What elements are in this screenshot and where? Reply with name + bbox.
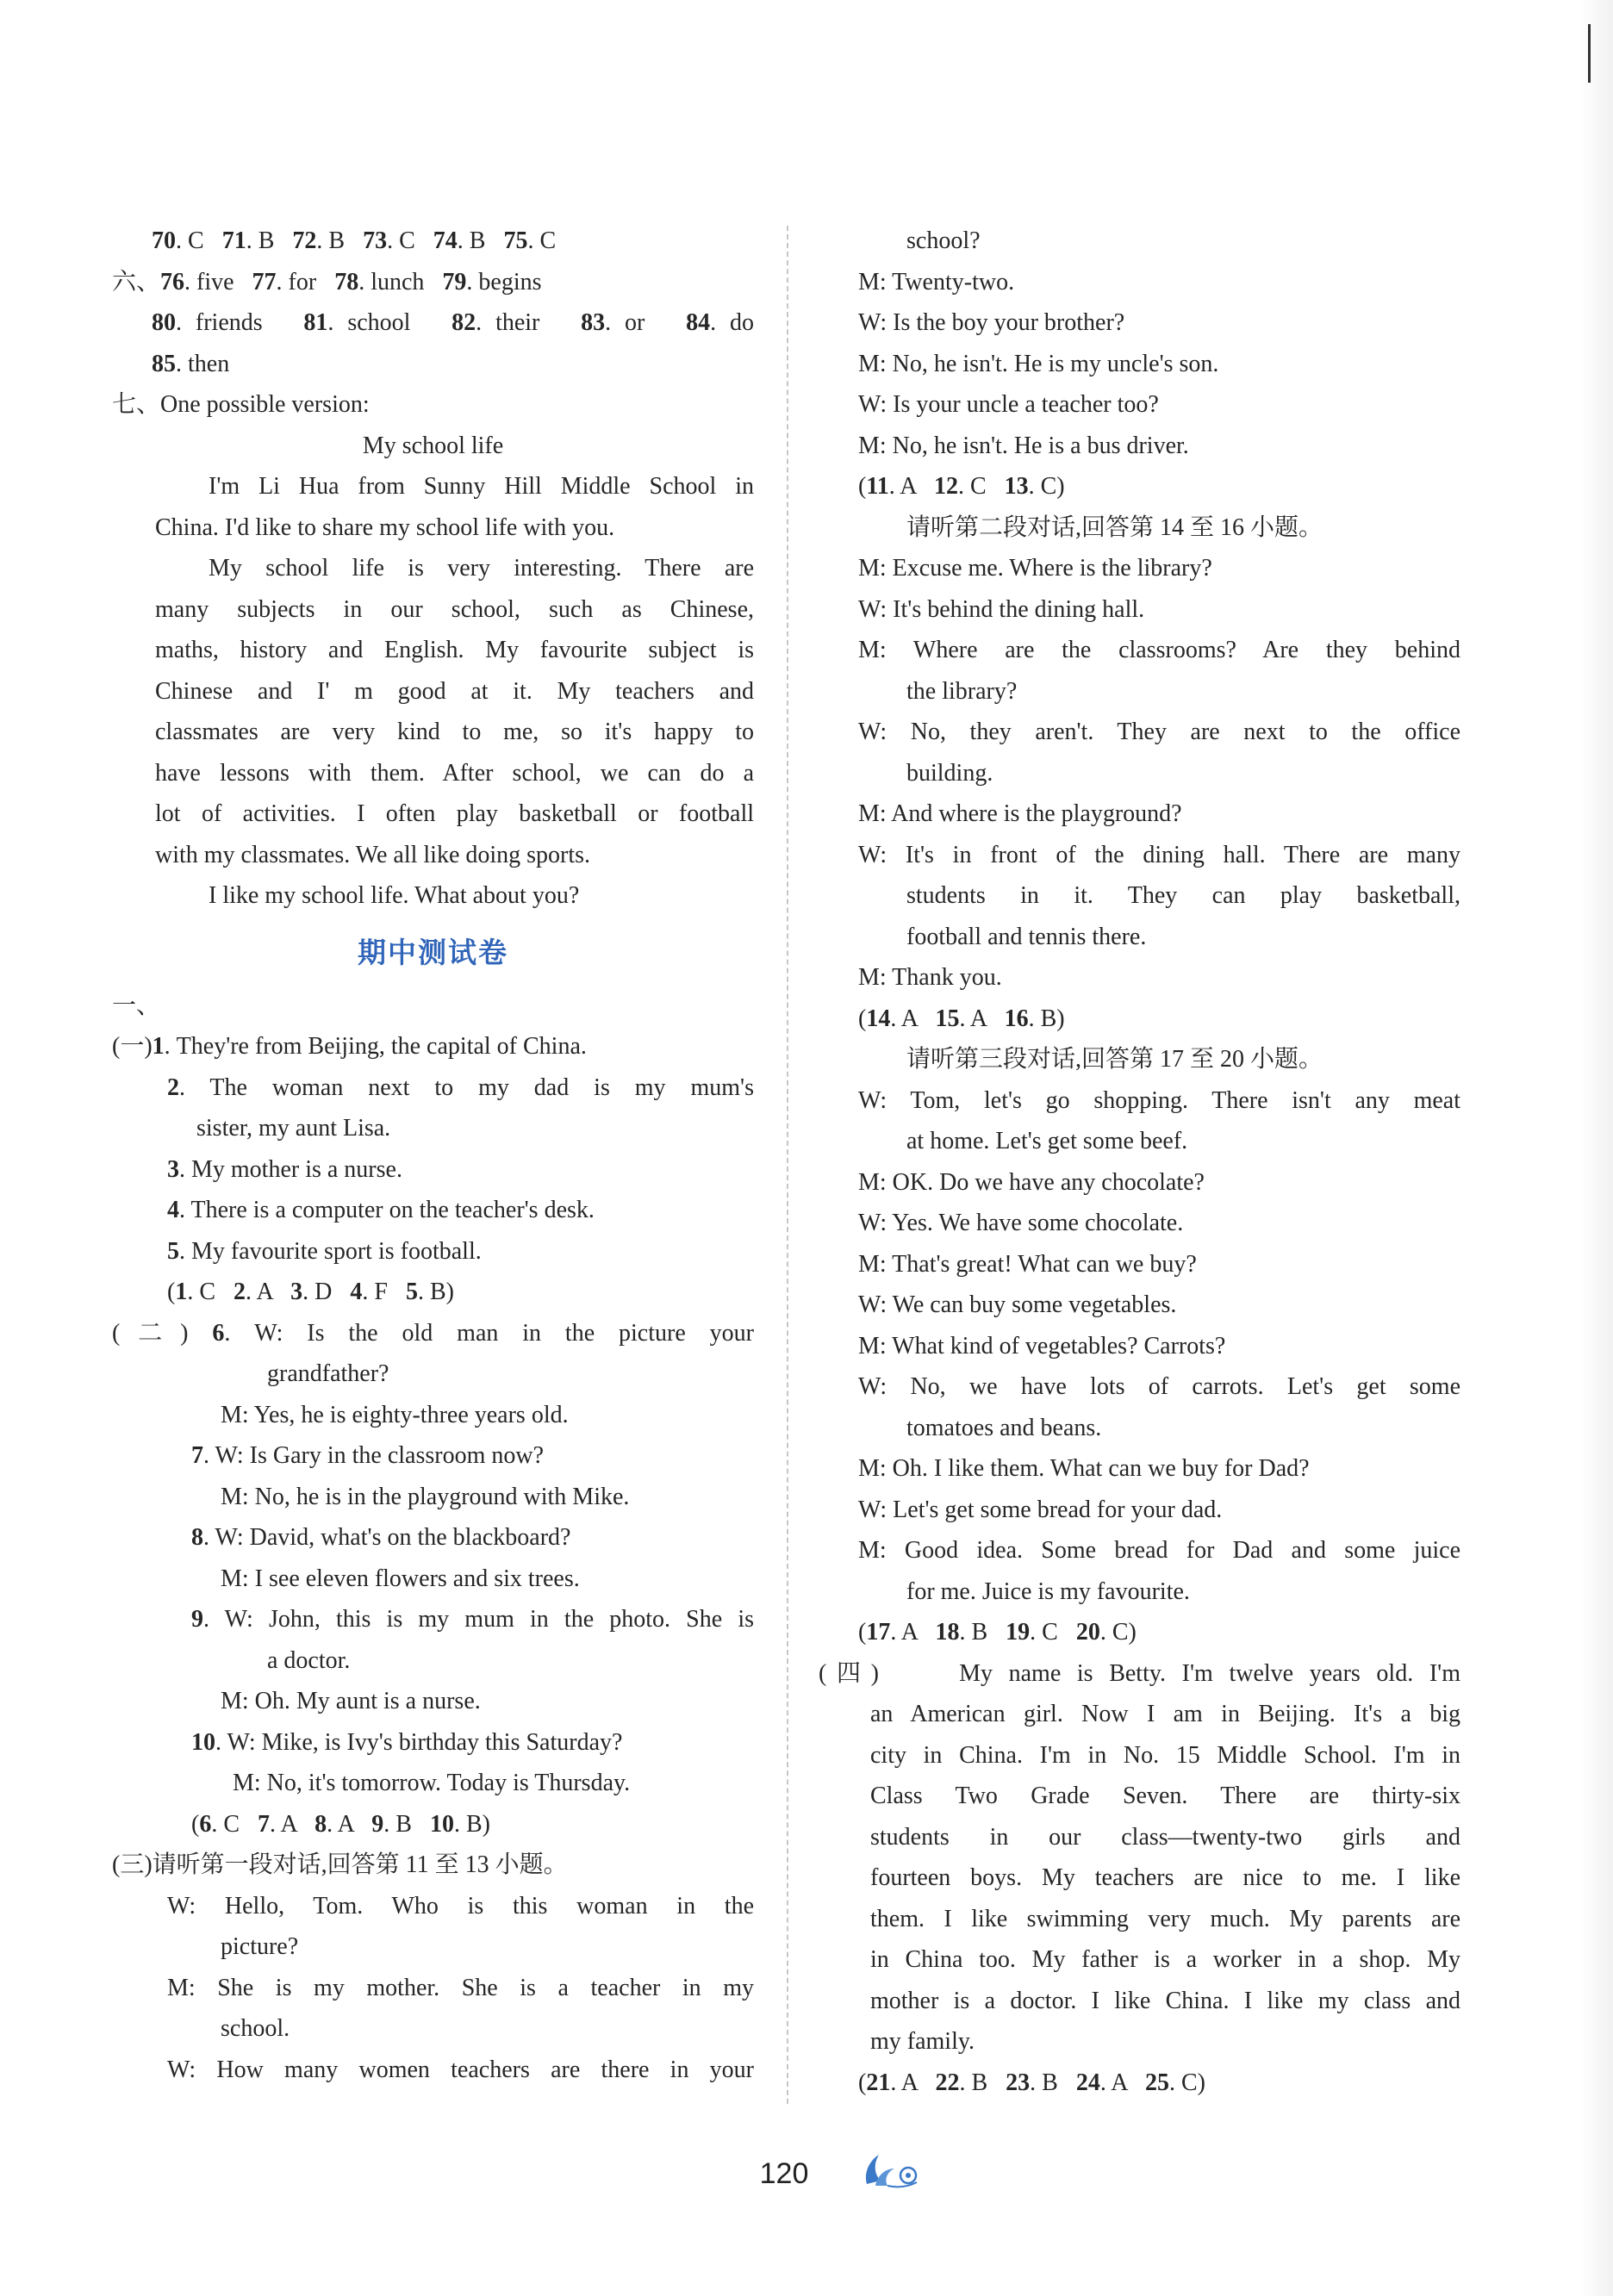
left-line-37: M: No, it's tomorrow. Today is Thursday. <box>233 1770 631 1796</box>
right-line-29: tomatoes and beans. <box>906 1414 1102 1441</box>
right-line-35: (四) My name is Betty. I'm twelve years old. I'm <box>819 1659 1460 1687</box>
left-line-11: Chinese and I' m good at it. My teachers and <box>155 677 754 705</box>
left-line-38: (6. C 7. A 8. A 9. B 10. B) <box>191 1810 490 1838</box>
right-line-22: at home. Let's get some beef. <box>906 1128 1188 1154</box>
left-line-27: grandfather? <box>267 1360 389 1387</box>
right-line-6: (11. A 12. C 13. C) <box>858 473 1065 500</box>
right-line-32: M: Good idea. Some bread for Dad and some juice <box>858 1537 1460 1564</box>
left-line-32: M: I see eleven flowers and six trees. <box>221 1565 580 1592</box>
right-line-28: W: No, we have lots of carrots. Let's get some <box>858 1373 1460 1400</box>
section-title: 期中测试卷 <box>358 935 508 969</box>
left-line-30: M: No, he is in the playground with Mike. <box>221 1483 630 1510</box>
left-column <box>112 221 754 2090</box>
right-line-44: my family. <box>870 2028 975 2055</box>
left-line-18: 一、 <box>112 992 161 1019</box>
left-line-26: (二) 6. W: Is the old man in the picture your <box>112 1319 754 1347</box>
right-line-30: M: Oh. I like them. What can we buy for Dad? <box>858 1455 1310 1482</box>
right-line-2: W: Is the boy your brother? <box>858 309 1125 336</box>
right-line-23: M: OK. Do we have any chocolate? <box>858 1168 1205 1196</box>
left-line-7: China. I'd like to share my school life with you. <box>155 513 615 541</box>
left-line-31: 8. W: David, what's on the blackboard? <box>191 1524 571 1551</box>
right-line-9: W: It's behind the dining hall. <box>858 595 1145 623</box>
left-line-4: 七、One possible version: <box>112 391 370 418</box>
right-line-3: M: No, he isn't. He is my uncle's son. <box>858 350 1219 377</box>
left-line-8: My school life is very interesting. There are <box>209 555 754 582</box>
right-line-18: M: Thank you. <box>858 964 1002 991</box>
right-line-31: W: Let's get some bread for your dad. <box>858 1496 1223 1523</box>
left-line-36: 10. W: Mike, is Ivy's birthday this Saturday? <box>191 1728 623 1756</box>
left-line-24: 5. My favourite sport is football. <box>167 1237 482 1265</box>
right-line-5: M: No, he isn't. He is a bus driver. <box>858 432 1189 459</box>
left-line-19: (一)1. They're from Beijing, the capital of China. <box>112 1033 587 1060</box>
page-number: 120 <box>759 2157 809 2190</box>
right-line-16: students in it. They can play basketball, <box>906 882 1460 909</box>
right-line-19: (14. A 15. A 16. B) <box>858 1005 1065 1032</box>
right-line-42: in China too. My father is a worker in a shop. My <box>870 1946 1460 1973</box>
right-line-33: for me. Juice is my favourite. <box>906 1577 1190 1605</box>
left-line-28: M: Yes, he is eighty-three years old. <box>221 1401 569 1428</box>
right-column <box>819 221 1460 2103</box>
left-line-14: lot of activities. I often play basketball or football <box>155 800 754 827</box>
blue-swirl-logo-icon <box>862 2150 925 2189</box>
left-line-22: 3. My mother is a nurse. <box>167 1155 402 1183</box>
left-line-42: M: She is my mother. She is a teacher in my <box>167 1974 754 2001</box>
right-line-11: the library? <box>906 677 1018 705</box>
left-line-34: a doctor. <box>267 1646 351 1674</box>
right-line-17: football and tennis there. <box>906 923 1147 950</box>
left-line-1: 六、76. five 77. for 78. lunch 79. begins <box>112 268 542 296</box>
right-line-15: W: It's in front of the dining hall. There are many <box>858 841 1460 868</box>
right-line-45: (21. A 22. B 23. B 24. A 25. C) <box>858 2069 1205 2096</box>
left-line-16: I like my school life. What about you? <box>209 882 580 909</box>
right-line-37: city in China. I'm in No. 15 Middle School. I'm in <box>870 1741 1460 1769</box>
column-divider <box>787 226 788 2104</box>
right-line-38: Class Two Grade Seven. There are thirty-six <box>870 1783 1460 1809</box>
right-line-10: M: Where are the classrooms? Are they behind <box>858 637 1460 663</box>
left-line-0: 70. C 71. B 72. B 73. C 74. B 75. C <box>152 227 557 254</box>
left-line-13: have lessons with them. After school, we can do a <box>155 759 754 787</box>
left-line-21: sister, my aunt Lisa. <box>196 1115 391 1142</box>
right-line-20: 请听第三段对话,回答第 17 至 20 小题。 <box>906 1046 1323 1073</box>
right-line-21: W: Tom, let's go shopping. There isn't any meat <box>858 1086 1460 1114</box>
right-line-24: W: Yes. We have some chocolate. <box>858 1210 1184 1236</box>
right-line-39: students in our class—twenty-two girls and <box>870 1823 1460 1851</box>
right-line-43: mother is a doctor. I like China. I like my class and <box>870 1987 1460 2014</box>
left-line-29: 7. W: Is Gary in the classroom now? <box>191 1442 545 1469</box>
page-edge-mark <box>1588 24 1591 83</box>
right-line-0: school? <box>906 227 981 254</box>
left-line-5: My school life <box>362 432 504 459</box>
left-line-25: (1. C 2. A 3. D 4. F 5. B) <box>167 1279 454 1305</box>
right-line-25: M: That's great! What can we buy? <box>858 1250 1197 1278</box>
left-line-39: (三)请听第一段对话,回答第 11 至 13 小题。 <box>112 1851 568 1878</box>
right-line-36: an American girl. Now I am in Beijing. It's a big <box>870 1701 1460 1727</box>
right-line-40: fourteen boys. My teachers are nice to me. I like <box>870 1864 1460 1891</box>
left-line-41: picture? <box>221 1933 299 1960</box>
right-line-14: M: And where is the playground? <box>858 800 1182 827</box>
left-line-44: W: How many women teachers are there in your <box>167 2056 754 2083</box>
left-line-6: I'm Li Hua from Sunny Hill Middle School in <box>209 473 754 500</box>
right-line-13: building. <box>906 759 993 787</box>
left-line-43: school. <box>221 2015 290 2042</box>
right-line-26: W: We can buy some vegetables. <box>858 1291 1177 1318</box>
right-line-8: M: Excuse me. Where is the library? <box>858 555 1212 582</box>
left-line-9: many subjects in our school, such as Chinese, <box>155 595 754 623</box>
left-line-2: 80. friends 81. school 82. their 83. or 84. do <box>152 309 755 336</box>
left-line-33: 9. W: John, this is my mum in the photo. She is <box>191 1606 754 1633</box>
page-edge-shadow <box>1580 0 1613 2296</box>
right-line-34: (17. A 18. B 19. C 20. C) <box>858 1619 1137 1646</box>
left-line-3: 85. then <box>152 350 230 377</box>
right-line-12: W: No, they aren't. They are next to the office <box>858 719 1460 745</box>
left-line-35: M: Oh. My aunt is a nurse. <box>221 1688 481 1714</box>
right-line-27: M: What kind of vegetables? Carrots? <box>858 1332 1226 1360</box>
left-line-12: classmates are very kind to me, so it's happy to <box>155 719 754 745</box>
right-line-4: W: Is your uncle a teacher too? <box>858 391 1159 418</box>
left-line-40: W: Hello, Tom. Who is this woman in the <box>167 1892 754 1920</box>
left-line-23: 4. There is a computer on the teacher's desk. <box>167 1197 595 1223</box>
left-line-20: 2. The woman next to my dad is my mum's <box>167 1073 754 1101</box>
right-line-41: them. I like swimming very much. My parents are <box>870 1905 1460 1932</box>
right-line-7: 请听第二段对话,回答第 14 至 16 小题。 <box>906 513 1323 541</box>
left-line-10: maths, history and English. My favourite subject is <box>155 637 754 663</box>
right-line-1: M: Twenty-two. <box>858 268 1015 296</box>
left-line-15: with my classmates. We all like doing sports. <box>155 841 591 868</box>
